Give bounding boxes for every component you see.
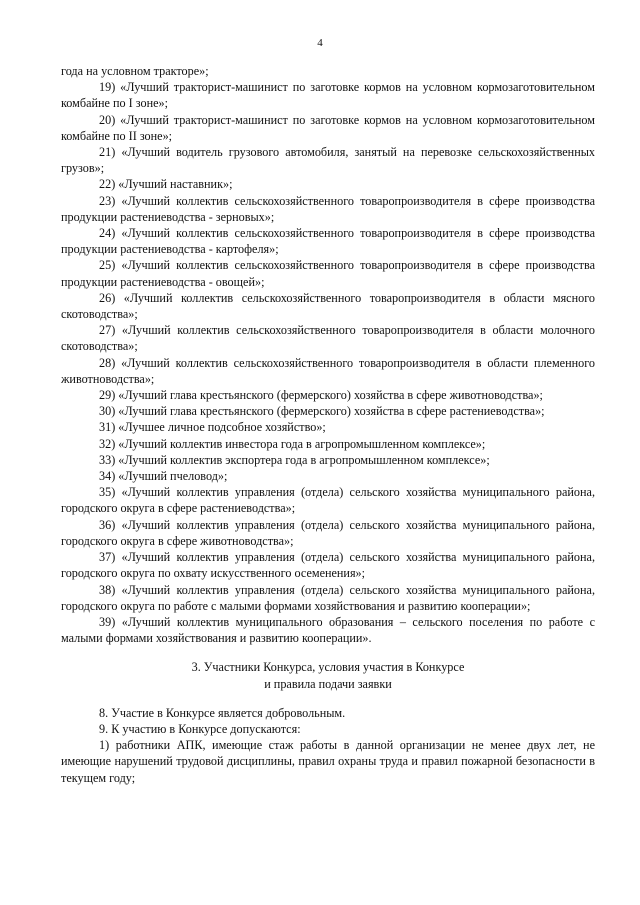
nomination-item: 24) «Лучший коллектив сельскохозяйственного товаропроизводителя в сфере производства продукции растениеводства - картофеля»; [61, 226, 595, 257]
nomination-item: 35) «Лучший коллектив управления (отдела) сельского хозяйства муниципального района, городского округа в сфере растениеводства»; [61, 485, 595, 516]
paragraph: 1) работники АПК, имеющие стаж работы в данной организации не менее двух лет, не имеющие нарушений трудовой дисциплины, правил охраны труда и правил пожарной безопасности в текущем году; [61, 738, 595, 785]
nomination-item: 21) «Лучший водитель грузового автомобиля, занятый на перевозке сельскохозяйственных грузов»; [61, 145, 595, 176]
paragraph-continuation: года на условном тракторе»; [61, 64, 209, 78]
nomination-item: 31) «Лучшее личное подсобное хозяйство»; [99, 420, 326, 435]
section-heading-line: и правила подачи заявки [264, 676, 392, 691]
nomination-item: 32) «Лучший коллектив инвестора года в агропромышленном комплексе»; [99, 436, 486, 451]
nomination-item: 34) «Лучший пчеловод»; [99, 469, 228, 484]
paragraph: 9. К участию в Конкурсе допускаются: [99, 721, 301, 736]
nomination-item: 37) «Лучший коллектив управления (отдела) сельского хозяйства муниципального района, городского округа по охвату искусственного осеменения»; [61, 550, 595, 581]
nomination-item: 25) «Лучший коллектив сельскохозяйственного товаропроизводителя в сфере производства продукции растениеводства - овощей»; [61, 258, 595, 289]
nomination-item: 22) «Лучший наставник»; [99, 177, 233, 192]
paragraph: 8. Участие в Конкурсе является добровольным. [99, 705, 346, 720]
nomination-item: 26) «Лучший коллектив сельскохозяйственного товаропроизводителя в области мясного скотоводства»; [61, 290, 595, 322]
document-body [61, 63, 595, 786]
nomination-item: 33) «Лучший коллектив экспортера года в агропромышленном комплексе»; [99, 452, 490, 467]
nomination-item: 38) «Лучший коллектив управления (отдела) сельского хозяйства муниципального района, городского округа по работе с малыми формами хозяйствования и развитию кооперации»; [61, 582, 595, 613]
nomination-item: 27) «Лучший коллектив сельскохозяйственного товаропроизводителя в области молочного скотоводства»; [61, 323, 595, 354]
section-heading [61, 659, 595, 691]
nomination-item: 28) «Лучший коллектив сельскохозяйственного товаропроизводителя в области племенного животноводства»; [61, 355, 595, 386]
nomination-item: 23) «Лучший коллектив сельскохозяйственного товаропроизводителя в сфере производства продукции растениеводства - зерновых»; [61, 193, 595, 224]
nomination-item: 19) «Лучший тракторист-машинист по заготовке кормов на условном кормозаготовительном комбайне по I зоне»; [61, 80, 595, 111]
nomination-item: 39) «Лучший коллектив муниципального образования – сельского поселения по работе с малыми формами хозяйствования и развитию кооперации». [61, 614, 595, 646]
nomination-item: 36) «Лучший коллектив управления (отдела) сельского хозяйства муниципального района, городского округа в сфере животноводства»; [61, 517, 595, 548]
nomination-item: 30) «Лучший глава крестьянского (фермерского) хозяйства в сфере растениеводства»; [99, 404, 545, 419]
nomination-item: 29) «Лучший глава крестьянского (фермерского) хозяйства в сфере животноводства»; [99, 388, 543, 403]
section-heading-line: 3. Участники Конкурса, условия участия в Конкурсе [191, 660, 465, 675]
nomination-item: 20) «Лучший тракторист-машинист по заготовке кормов на условном кормозаготовительном комбайне по II зоне»; [61, 112, 595, 143]
page-number: 4 [317, 37, 323, 49]
